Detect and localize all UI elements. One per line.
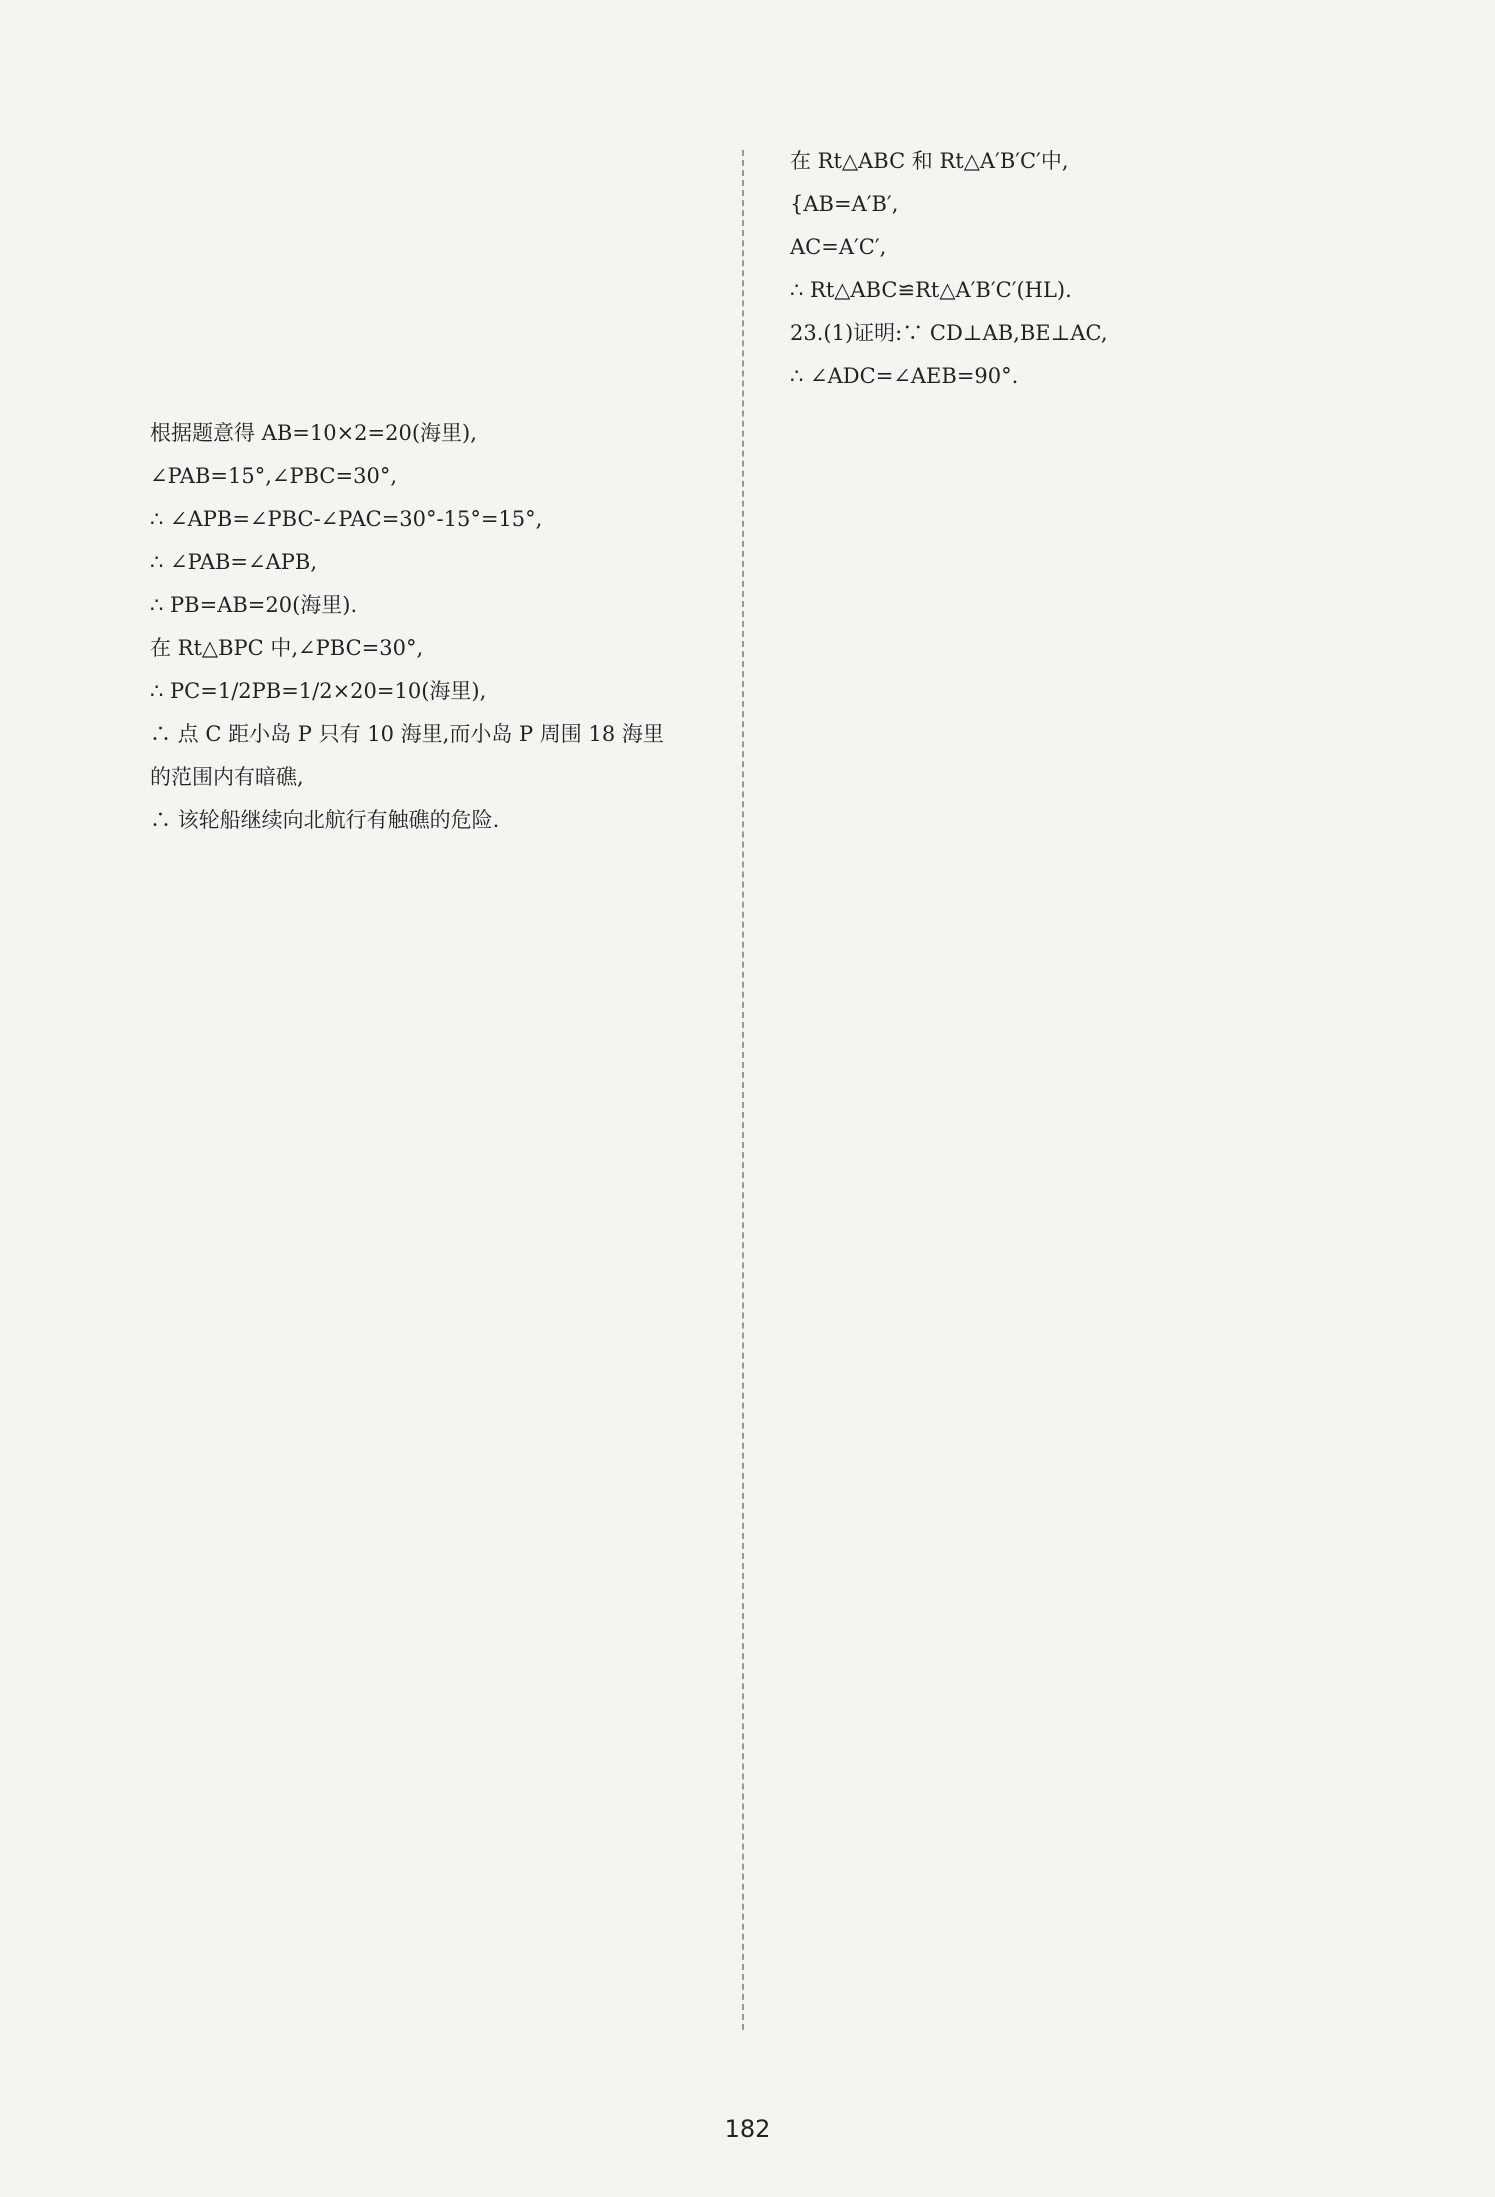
- left-line: ∴ 点 C 距小岛 P 只有 10 海里,而小岛 P 周围 18 海里: [150, 722, 664, 746]
- left-line: ∴ ∠APB=∠PBC-∠PAC=30°-15°=15°,: [150, 507, 543, 531]
- left-line: ∴ PB=AB=20(海里).: [150, 593, 358, 617]
- right-line: {AB=A′B′,: [790, 192, 899, 216]
- right-line: AC=A′C′,: [790, 235, 887, 259]
- left-line: ∴ PC=1/2PB=1/2×20=10(海里),: [150, 679, 487, 703]
- left-line: ∴ ∠PAB=∠APB,: [150, 550, 318, 574]
- left-column: [150, 412, 740, 842]
- left-line: 在 Rt△BPC 中,∠PBC=30°,: [150, 636, 424, 660]
- right-line: 23.(1)证明:∵ CD⊥AB,BE⊥AC,: [790, 321, 1108, 345]
- right-line: ∴ ∠ADC=∠AEB=90°.: [790, 364, 1019, 388]
- left-line: 的范围内有暗礁,: [150, 765, 304, 789]
- column-divider: [742, 150, 744, 2030]
- page-number: 182: [724, 2115, 771, 2143]
- right-column: [790, 140, 1390, 398]
- left-line: 根据题意得 AB=10×2=20(海里),: [150, 421, 477, 445]
- right-line: 在 Rt△ABC 和 Rt△A′B′C′中,: [790, 149, 1069, 173]
- right-line: ∴ Rt△ABC≌Rt△A′B′C′(HL).: [790, 278, 1072, 302]
- compass-figure: [360, 140, 600, 410]
- left-line: ∠PAB=15°,∠PBC=30°,: [150, 464, 397, 488]
- left-line: ∴ 该轮船继续向北航行有触礁的危险.: [150, 808, 500, 832]
